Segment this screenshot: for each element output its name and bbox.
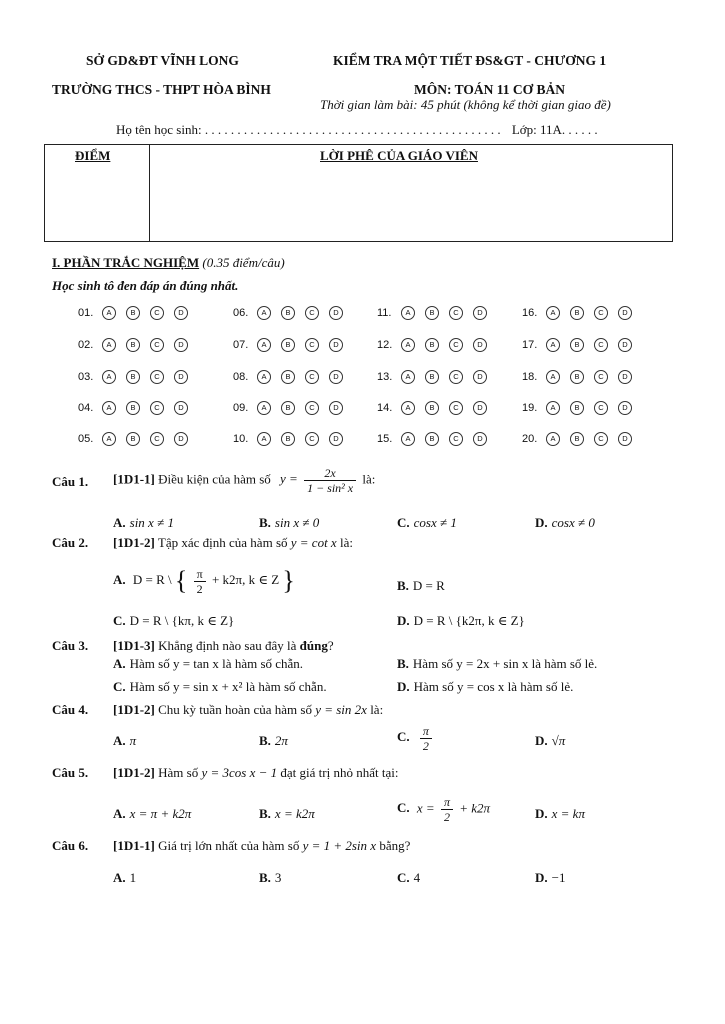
option-text: sin x ≠ 1	[129, 515, 174, 530]
brace-open: {	[174, 566, 188, 595]
option-key: C.	[397, 515, 410, 530]
option-key: B.	[397, 578, 409, 593]
option-a[interactable]	[113, 733, 136, 749]
option-key: A.	[113, 515, 126, 530]
question-text-end: đạt giá trị nhỏ nhất tại:	[280, 765, 399, 780]
option-b[interactable]	[259, 806, 315, 822]
answer-bubble-d[interactable]: D	[329, 306, 343, 320]
answer-bubble-b[interactable]: B	[126, 306, 140, 320]
option-text: cosx ≠ 1	[413, 515, 457, 530]
option-d[interactable]	[397, 613, 525, 629]
answer-row	[377, 432, 497, 446]
fraction-denominator: 2	[422, 739, 429, 753]
answer-row	[377, 306, 497, 320]
question-stem	[113, 765, 398, 781]
answer-bubble-a[interactable]: A	[257, 370, 271, 384]
answer-bubble-a[interactable]: A	[401, 432, 415, 446]
answer-number: 10.	[233, 433, 249, 445]
option-text-suffix: + k2π, k ∈ Z	[211, 571, 280, 587]
answer-bubble-b[interactable]: B	[425, 432, 439, 446]
question-label: Câu 2.	[52, 535, 89, 550]
question-text-bold: đúng	[299, 638, 328, 653]
answer-bubble-d[interactable]: D	[473, 401, 487, 415]
question-text: Hàm số	[158, 765, 199, 780]
option-text: Hàm số y = cos x là hàm số lẻ.	[413, 679, 574, 694]
answer-row	[78, 306, 198, 320]
question-tag: [1D1-1]	[113, 471, 155, 487]
option-c[interactable]	[397, 870, 420, 886]
option-c[interactable]	[397, 724, 435, 753]
option-text: 4	[413, 870, 421, 885]
answer-bubble-b[interactable]: B	[126, 370, 140, 384]
answer-row	[78, 370, 198, 384]
answer-row	[233, 338, 353, 352]
formula-numerator: 2x	[304, 466, 356, 481]
option-c[interactable]	[397, 515, 457, 531]
question-text-end: là:	[370, 702, 384, 717]
option-text: Hàm số y = tan x là hàm số chẵn.	[129, 656, 304, 671]
section-points: (0.35 điểm/câu)	[202, 255, 285, 270]
answer-bubble-d[interactable]: D	[174, 432, 188, 446]
option-key: A.	[113, 870, 126, 885]
option-text: 1	[129, 870, 137, 885]
question-text-end: là:	[362, 471, 376, 487]
answer-bubble-a[interactable]: A	[257, 401, 271, 415]
option-text: x = π + k2π	[129, 806, 192, 821]
option-key: A.	[113, 733, 126, 748]
option-key: B.	[259, 870, 271, 885]
answer-bubble-d[interactable]: D	[618, 370, 632, 384]
question-text-end: ?	[327, 638, 334, 653]
answer-number: 11.	[377, 307, 392, 319]
answer-row	[522, 401, 642, 415]
answer-bubble-d[interactable]: D	[473, 370, 487, 384]
answer-number: 18.	[522, 371, 538, 383]
answer-number: 08.	[233, 371, 249, 383]
answer-bubble-a[interactable]: A	[546, 306, 560, 320]
option-key: C.	[397, 729, 410, 745]
option-a[interactable]	[113, 566, 295, 596]
option-c[interactable]	[113, 613, 234, 629]
answer-bubble-b[interactable]: B	[570, 370, 584, 384]
answer-bubble-d[interactable]: D	[473, 306, 487, 320]
answer-bubble-d[interactable]: D	[329, 401, 343, 415]
option-b[interactable]	[397, 578, 445, 594]
answer-bubble-c[interactable]: C	[449, 370, 463, 384]
answer-bubble-d[interactable]: D	[618, 432, 632, 446]
answer-number: 20.	[522, 433, 538, 445]
option-key: D.	[535, 733, 548, 748]
score-box-divider	[149, 145, 150, 241]
answer-number: 03.	[78, 371, 94, 383]
answer-row	[522, 338, 642, 352]
fraction-numerator: π	[441, 795, 453, 810]
option-key: D.	[535, 870, 548, 885]
answer-bubble-c[interactable]: C	[594, 306, 608, 320]
answer-bubble-c[interactable]: C	[150, 306, 164, 320]
answer-number: 09.	[233, 402, 249, 414]
answer-bubble-b[interactable]: B	[425, 401, 439, 415]
option-key: A.	[113, 656, 126, 671]
option-key: D.	[535, 515, 548, 530]
brace-close: }	[282, 566, 295, 595]
fraction-denominator: 2	[196, 581, 203, 596]
answer-number: 14.	[377, 402, 393, 414]
exam-duration: Thời gian làm bài: 45 phút (không kể thời gian giao đề)	[320, 97, 611, 112]
option-key: D.	[397, 679, 410, 694]
answer-bubble-d[interactable]: D	[473, 338, 487, 352]
answer-bubble-b[interactable]: B	[425, 306, 439, 320]
answer-bubble-a[interactable]: A	[257, 432, 271, 446]
formula-fraction	[304, 466, 356, 495]
answer-row	[78, 338, 198, 352]
option-a[interactable]	[113, 656, 303, 672]
answer-bubble-b[interactable]: B	[281, 432, 295, 446]
answer-bubble-c[interactable]: C	[449, 306, 463, 320]
answer-bubble-c[interactable]: C	[449, 338, 463, 352]
option-key: D.	[397, 613, 410, 628]
formula: y = cot x	[290, 535, 337, 550]
answer-number: 12.	[377, 339, 393, 351]
answer-bubble-a[interactable]: A	[546, 401, 560, 415]
answer-bubble-c[interactable]: C	[449, 432, 463, 446]
class-field[interactable]: Lớp: 11A. . . . . .	[511, 122, 598, 137]
score-comment-box	[44, 144, 673, 242]
answer-bubble-a[interactable]: A	[546, 338, 560, 352]
question-text: Giá trị lớn nhất của hàm số	[158, 838, 300, 853]
option-key: C.	[113, 679, 126, 694]
option-key: C.	[397, 800, 410, 816]
answer-bubble-b[interactable]: B	[570, 432, 584, 446]
option-text: −1	[551, 870, 566, 885]
answer-bubble-c[interactable]: C	[305, 401, 319, 415]
answer-bubble-c[interactable]: C	[305, 306, 319, 320]
question-stem	[113, 466, 375, 495]
option-key: B.	[259, 733, 271, 748]
option-text-prefix: x =	[416, 800, 435, 816]
answer-number: 13.	[377, 371, 393, 383]
answer-row	[233, 306, 353, 320]
answer-number: 16.	[522, 307, 538, 319]
answer-bubble-c[interactable]: C	[594, 338, 608, 352]
answer-bubble-a[interactable]: A	[546, 370, 560, 384]
answer-bubble-d[interactable]: D	[174, 306, 188, 320]
answer-number: 05.	[78, 433, 94, 445]
formula-denominator: 1 − sin² x	[307, 481, 354, 495]
question-label: Câu 6.	[52, 838, 89, 853]
option-key: A.	[113, 806, 126, 821]
option-text: D = R \ {kπ, k ∈ Z}	[129, 613, 235, 628]
option-text: 2π	[274, 733, 288, 748]
answer-bubble-d[interactable]: D	[329, 370, 343, 384]
answer-bubble-a[interactable]: A	[401, 370, 415, 384]
answer-bubble-b[interactable]: B	[126, 432, 140, 446]
answer-row	[377, 370, 497, 384]
option-b[interactable]	[259, 515, 319, 531]
answer-bubble-a[interactable]: A	[102, 432, 116, 446]
answer-bubble-b[interactable]: B	[425, 370, 439, 384]
answer-number: 17.	[522, 339, 538, 351]
section-title	[52, 255, 285, 271]
answer-bubble-d[interactable]: D	[618, 401, 632, 415]
option-a[interactable]	[113, 806, 191, 822]
option-b[interactable]	[259, 870, 281, 886]
question-tag: [1D1-2]	[113, 702, 155, 717]
answer-bubble-a[interactable]: A	[102, 401, 116, 415]
option-text: π	[129, 733, 137, 748]
formula: y = sin 2x	[315, 702, 367, 717]
answer-bubble-a[interactable]: A	[257, 306, 271, 320]
option-text: sin x ≠ 0	[274, 515, 320, 530]
option-c[interactable]	[397, 795, 490, 824]
answer-row	[78, 401, 198, 415]
answer-bubble-c[interactable]: C	[305, 338, 319, 352]
option-d[interactable]	[535, 806, 585, 822]
answer-bubble-b[interactable]: B	[570, 401, 584, 415]
answer-bubble-a[interactable]: A	[401, 401, 415, 415]
question-label: Câu 5.	[52, 765, 89, 780]
answer-bubble-c[interactable]: C	[594, 401, 608, 415]
option-key: C.	[397, 870, 410, 885]
answer-bubble-a[interactable]: A	[257, 338, 271, 352]
answer-bubble-d[interactable]: D	[329, 432, 343, 446]
option-key: B.	[259, 806, 271, 821]
question-label: Câu 4.	[52, 702, 89, 717]
answer-row	[233, 401, 353, 415]
option-b[interactable]	[259, 733, 288, 749]
answer-bubble-c[interactable]: C	[150, 338, 164, 352]
option-a[interactable]	[113, 515, 174, 531]
answer-bubble-c[interactable]: C	[305, 370, 319, 384]
question-tag: [1D1-2]	[113, 535, 155, 550]
subject-title: MÔN: TOÁN 11 CƠ BẢN	[414, 82, 566, 97]
answer-bubble-b[interactable]: B	[281, 370, 295, 384]
answer-number: 19.	[522, 402, 538, 414]
option-fraction	[420, 724, 432, 753]
answer-bubble-c[interactable]: C	[150, 432, 164, 446]
question-text: Chu kỳ tuần hoàn của hàm số	[158, 702, 312, 717]
answer-bubble-a[interactable]: A	[102, 306, 116, 320]
answer-row	[522, 370, 642, 384]
option-key: D.	[535, 806, 548, 821]
option-text: 3	[274, 870, 282, 885]
option-text: x = k2π	[274, 806, 315, 821]
answer-bubble-c[interactable]: C	[305, 432, 319, 446]
answer-bubble-a[interactable]: A	[546, 432, 560, 446]
answer-bubble-a[interactable]: A	[401, 338, 415, 352]
answer-bubble-c[interactable]: C	[594, 432, 608, 446]
option-d[interactable]	[535, 515, 595, 531]
option-text: x = kπ	[551, 806, 585, 821]
answer-row	[522, 432, 642, 446]
option-d[interactable]	[535, 870, 565, 886]
question-label: Câu 1.	[52, 474, 89, 489]
score-label: ĐIỂM	[75, 148, 111, 163]
answer-bubble-c[interactable]: C	[150, 401, 164, 415]
answer-bubble-c[interactable]: C	[449, 401, 463, 415]
question-tag: [1D1-3]	[113, 638, 155, 653]
question-text: Tập xác định của hàm số	[157, 535, 288, 550]
answer-row	[233, 370, 353, 384]
answer-bubble-a[interactable]: A	[102, 338, 116, 352]
question-tag: [1D1-2]	[113, 765, 155, 780]
question-tag: [1D1-1]	[113, 838, 155, 853]
question-text-end: là:	[339, 535, 353, 550]
answer-bubble-d[interactable]: D	[473, 432, 487, 446]
department-name: SỞ GD&ĐT VĨNH LONG	[86, 53, 239, 68]
answer-bubble-d[interactable]: D	[329, 338, 343, 352]
option-key: B.	[259, 515, 271, 530]
option-text: Hàm số y = sin x + x² là hàm số chẵn.	[129, 679, 327, 694]
option-d[interactable]	[397, 679, 573, 695]
answer-bubble-a[interactable]: A	[401, 306, 415, 320]
answer-bubble-b[interactable]: B	[570, 338, 584, 352]
option-key: A.	[113, 571, 126, 587]
option-text: D = R \ {k2π, k ∈ Z}	[413, 613, 525, 628]
option-key: B.	[397, 656, 409, 671]
answer-number: 06.	[233, 307, 249, 319]
question-text: Khẳng định nào sau đây là	[158, 638, 297, 653]
answer-bubble-d[interactable]: D	[618, 338, 632, 352]
option-text-suffix: + k2π	[459, 800, 491, 816]
formula-lhs: y =	[280, 471, 298, 487]
student-info-line	[116, 122, 598, 138]
answer-number: 02.	[78, 339, 94, 351]
option-text: Hàm số y = 2x + sin x là hàm số lẻ.	[412, 656, 598, 671]
answer-number: 04.	[78, 402, 94, 414]
question-stem	[113, 702, 383, 718]
option-text: D = R \	[132, 571, 172, 587]
answer-bubble-b[interactable]: B	[281, 306, 295, 320]
question-stem	[113, 535, 353, 551]
answer-row	[233, 432, 353, 446]
answer-bubble-b[interactable]: B	[425, 338, 439, 352]
question-label: Câu 3.	[52, 638, 89, 653]
option-a[interactable]	[113, 870, 136, 886]
answer-number: 15.	[377, 433, 393, 445]
option-text: cosx ≠ 0	[551, 515, 595, 530]
answer-bubble-b[interactable]: B	[570, 306, 584, 320]
answer-bubble-b[interactable]: B	[126, 401, 140, 415]
teacher-comment-label: LỜI PHÊ CỦA GIÁO VIÊN	[320, 148, 478, 163]
answer-bubble-d[interactable]: D	[174, 338, 188, 352]
question-text: Điều kiện của hàm số	[158, 471, 271, 487]
section-heading: I. PHẦN TRẮC NGHIỆM	[52, 255, 200, 270]
option-key: C.	[113, 613, 126, 628]
option-text: √π	[551, 733, 566, 748]
option-b[interactable]	[397, 656, 597, 672]
answer-bubble-b[interactable]: B	[281, 338, 295, 352]
option-fraction	[194, 567, 206, 596]
option-c[interactable]	[113, 679, 327, 695]
option-fraction	[441, 795, 453, 824]
answer-row	[377, 338, 497, 352]
answer-bubble-d[interactable]: D	[618, 306, 632, 320]
formula: y = 3cos x − 1	[201, 765, 278, 780]
fraction-numerator: π	[420, 724, 432, 739]
answer-bubble-d[interactable]: D	[174, 370, 188, 384]
answer-number: 07.	[233, 339, 249, 351]
answer-row	[78, 432, 198, 446]
answer-row	[522, 306, 642, 320]
fraction-numerator: π	[194, 567, 206, 582]
question-stem	[113, 838, 410, 854]
answer-bubble-c[interactable]: C	[594, 370, 608, 384]
school-name: TRƯỜNG THCS - THPT HÒA BÌNH	[52, 82, 271, 97]
answer-bubble-c[interactable]: C	[150, 370, 164, 384]
fraction-denominator: 2	[443, 810, 450, 824]
student-name-field[interactable]: Họ tên học sinh: . . . . . . . . . . . . . . . . . . . . . . . . . . . . . . . . . . . . . . . . . . . . . .	[116, 122, 501, 137]
instruction-text: Học sinh tô đen đáp án đúng nhất.	[52, 278, 239, 293]
answer-bubble-a[interactable]: A	[102, 370, 116, 384]
answer-number: 01.	[78, 307, 94, 319]
answer-row	[377, 401, 497, 415]
option-d[interactable]	[535, 733, 565, 749]
question-stem	[113, 638, 334, 654]
question-text-end: bằng?	[379, 838, 411, 853]
answer-bubble-b[interactable]: B	[281, 401, 295, 415]
formula: y = 1 + 2sin x	[302, 838, 377, 853]
exam-title: KIỂM TRA MỘT TIẾT ĐS&GT - CHƯƠNG 1	[333, 53, 607, 68]
answer-bubble-b[interactable]: B	[126, 338, 140, 352]
option-text: D = R	[412, 578, 445, 593]
answer-bubble-d[interactable]: D	[174, 401, 188, 415]
